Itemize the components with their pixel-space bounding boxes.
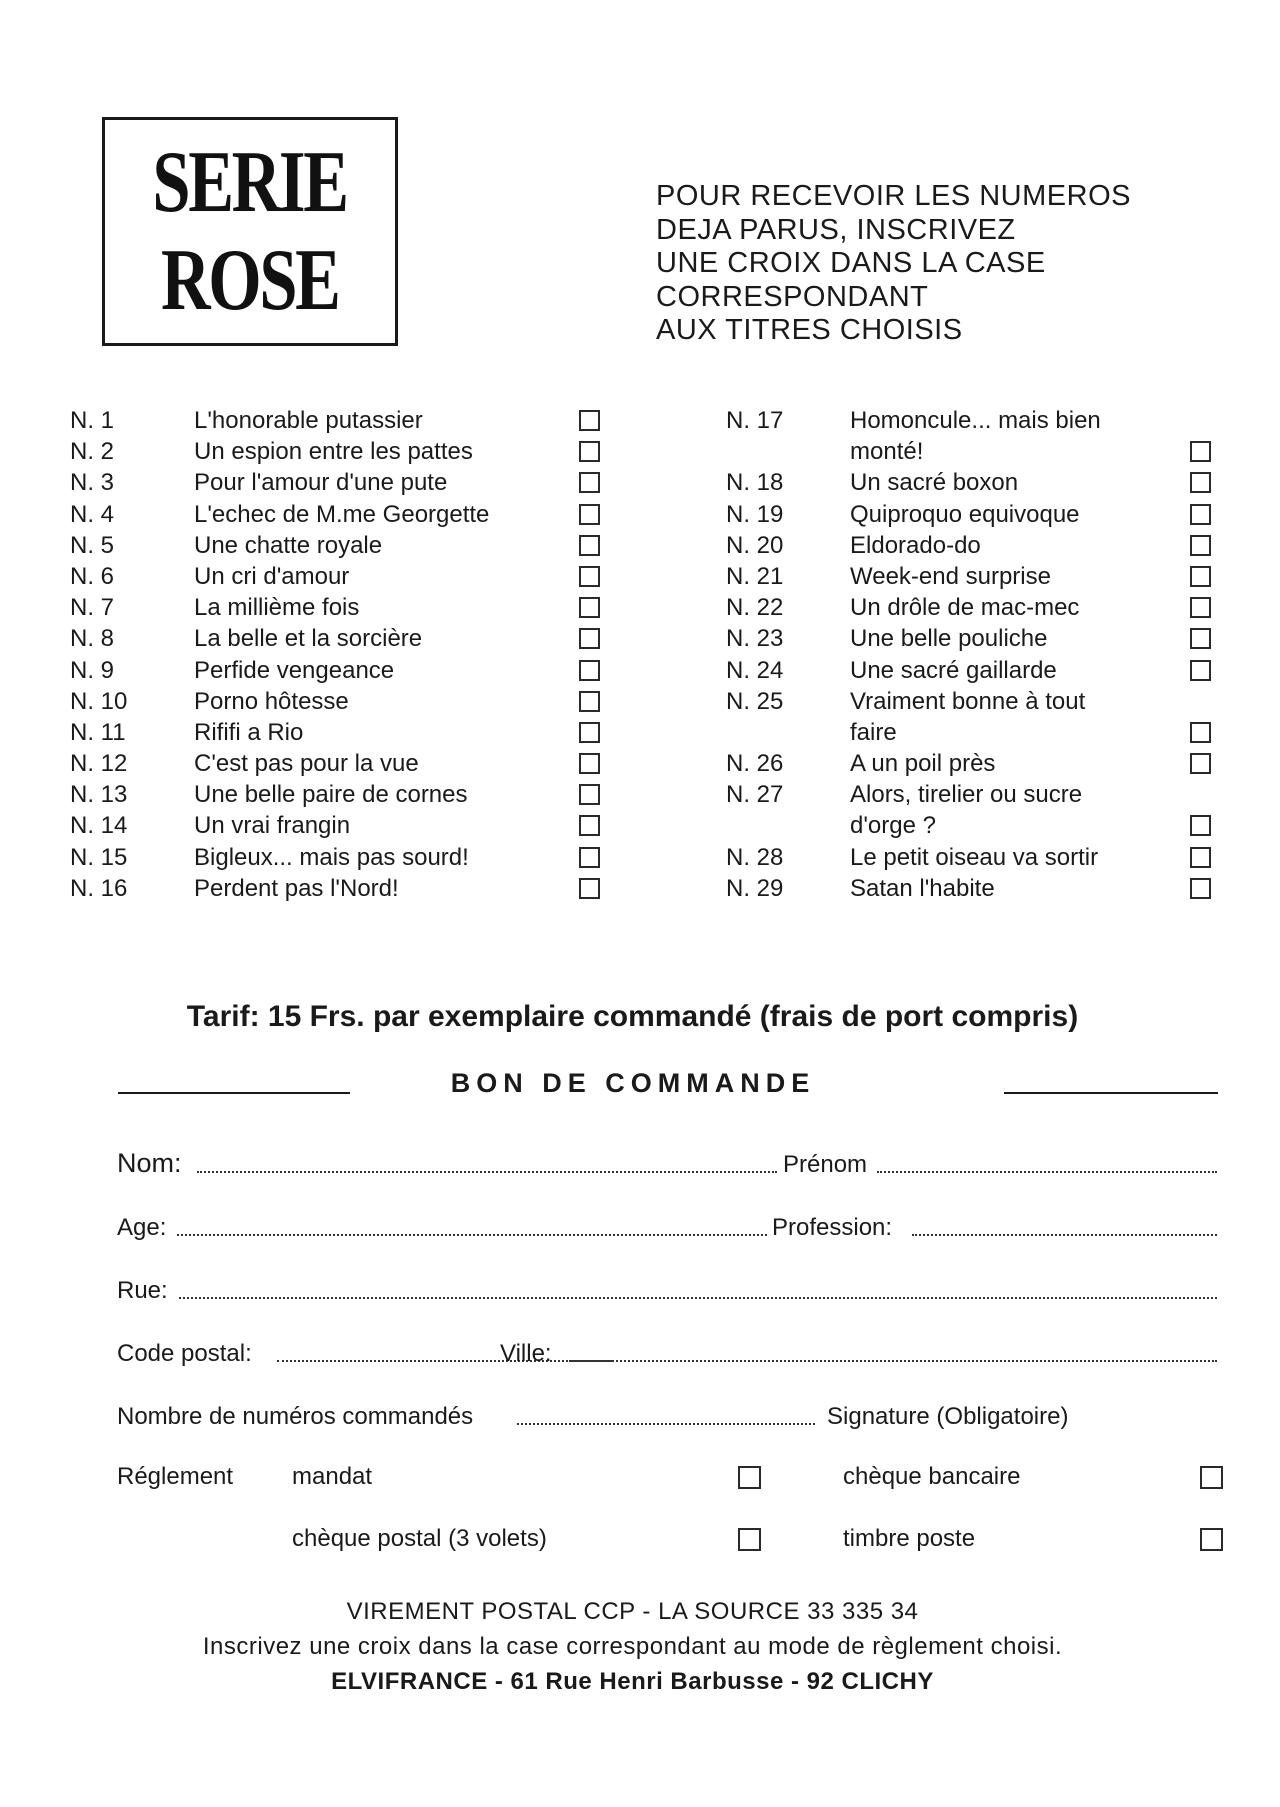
issue-checkbox[interactable] — [579, 535, 600, 556]
issue-number: N. 28 — [726, 843, 784, 871]
footer-instructions: Inscrivez une croix dans la case correspondant au mode de règlement choisi. — [202, 1633, 1063, 1660]
issue-title: Pour l'amour d'une pute — [194, 469, 448, 497]
issue-title-continued: d'orge ? — [850, 812, 936, 840]
issue-checkbox[interactable] — [579, 410, 600, 431]
footer-address: ELVIFRANCE - 61 Rue Henri Barbusse - 92 CLICHY — [331, 1668, 934, 1695]
issue-title: Une chatte royale — [194, 531, 383, 559]
intro-line: CORRESPONDANT — [656, 280, 929, 313]
cheque-bancaire-label: chèque bancaire — [843, 1463, 1021, 1490]
intro-text — [656, 180, 1176, 348]
issue-checkbox[interactable] — [579, 628, 600, 649]
profession-label: Profession: — [772, 1214, 893, 1241]
issue-checkbox[interactable] — [1190, 597, 1211, 618]
code-postal-label: Code postal: — [117, 1340, 252, 1367]
cheque-bancaire-checkbox[interactable] — [1200, 1466, 1223, 1489]
nombre-field[interactable] — [517, 1423, 815, 1425]
intro-line: POUR RECEVOIR LES NUMEROS — [656, 180, 1131, 212]
form-row-nom — [117, 1143, 1217, 1183]
issue-title: Porno hôtesse — [194, 687, 349, 715]
logo-line-1: SERIE — [152, 133, 348, 231]
issue-checkbox[interactable] — [579, 504, 600, 525]
issue-checkbox[interactable] — [579, 691, 600, 712]
issue-number: N. 4 — [70, 500, 115, 528]
issue-checkbox[interactable] — [1190, 535, 1211, 556]
issue-title: Week-end surprise — [850, 562, 1051, 590]
issue-number: N. 26 — [726, 750, 784, 778]
issue-checkbox[interactable] — [1190, 504, 1211, 525]
intro-line: UNE CROIX DANS LA CASE — [656, 247, 1046, 279]
issue-number: N. 5 — [70, 531, 115, 559]
issue-number: N. 11 — [70, 718, 126, 746]
form-row-age — [117, 1206, 1217, 1246]
issue-checkbox[interactable] — [579, 878, 600, 899]
issue-title-continued: monté! — [850, 438, 924, 466]
issue-checkbox[interactable] — [579, 660, 600, 681]
issue-number: N. 8 — [70, 625, 115, 653]
prenom-label: Prénom — [783, 1151, 868, 1178]
issue-number: N. 1 — [70, 407, 115, 434]
issue-checkbox[interactable] — [579, 722, 600, 743]
cheque-postal-checkbox[interactable] — [738, 1528, 761, 1551]
issue-number: N. 23 — [726, 625, 784, 653]
logo-line-2: ROSE — [161, 231, 339, 329]
issue-number: N. 15 — [70, 843, 128, 871]
issue-title: Eldorado-do — [850, 531, 981, 559]
rue-field[interactable] — [179, 1297, 1217, 1299]
issue-checkbox[interactable] — [579, 847, 600, 868]
divider-right — [1004, 1092, 1218, 1094]
serie-rose-logo — [102, 117, 398, 346]
issue-checkbox[interactable] — [579, 597, 600, 618]
issue-number: N. 12 — [70, 750, 128, 778]
issue-title: La millième fois — [194, 594, 360, 622]
timbre-poste-checkbox[interactable] — [1200, 1528, 1223, 1551]
issue-title: Quiproquo equivoque — [850, 500, 1080, 528]
issue-title: La belle et la sorcière — [194, 625, 423, 653]
issue-title: L'honorable putassier — [194, 407, 423, 434]
bon-de-commande-title: BON DE COMMANDE — [450, 1068, 816, 1098]
issue-number: N. 9 — [70, 656, 115, 684]
issue-number: N. 6 — [70, 562, 115, 590]
issue-title: Une belle paire de cornes — [194, 781, 468, 809]
ville-field[interactable] — [569, 1360, 1217, 1362]
issue-title: Vraiment bonne à tout — [850, 687, 1086, 715]
issue-title: Rififi a Rio — [194, 718, 304, 746]
issue-checkbox[interactable] — [1190, 815, 1211, 836]
issue-number: N. 29 — [726, 874, 784, 902]
issue-checkbox[interactable] — [579, 784, 600, 805]
issue-title: Un espion entre les pattes — [194, 438, 473, 466]
issue-number: N. 13 — [70, 781, 128, 809]
issue-checkbox[interactable] — [579, 815, 600, 836]
issue-title: Satan l'habite — [850, 874, 995, 902]
form-row-nombre — [117, 1395, 1217, 1435]
age-label: Age: — [117, 1214, 167, 1241]
issue-number: N. 16 — [70, 874, 128, 902]
issue-checkbox[interactable] — [579, 566, 600, 587]
prenom-field[interactable] — [877, 1171, 1217, 1173]
issue-checkbox[interactable] — [1190, 566, 1211, 587]
intro-line: AUX TITRES CHOISIS — [656, 314, 963, 346]
signature-label: Signature (Obligatoire) — [827, 1403, 1069, 1430]
issue-number: N. 7 — [70, 594, 115, 622]
issue-number: N. 27 — [726, 781, 784, 809]
issue-title: Homoncule... mais bien — [850, 407, 1101, 434]
issue-number: N. 10 — [70, 687, 128, 715]
issue-title: Un drôle de mac-mec — [850, 594, 1080, 622]
issue-number: N. 18 — [726, 469, 784, 497]
issue-title: Une belle pouliche — [850, 625, 1048, 653]
issue-number: N. 2 — [70, 438, 115, 466]
form-row-code-postal — [117, 1332, 1217, 1372]
intro-line: DEJA PARUS, INSCRIVEZ — [656, 213, 1016, 246]
timbre-poste-label: timbre poste — [843, 1525, 976, 1552]
issue-checkbox[interactable] — [579, 472, 600, 493]
nom-label: Nom: — [117, 1148, 182, 1178]
issue-title: Un vrai frangin — [194, 812, 351, 840]
mandat-checkbox[interactable] — [738, 1466, 761, 1489]
bon-de-commande-header — [118, 1068, 1218, 1108]
issue-checkbox[interactable] — [579, 753, 600, 774]
issue-number: N. 20 — [726, 531, 784, 559]
code-postal-field[interactable] — [277, 1360, 612, 1362]
footer-virement: VIREMENT POSTAL CCP - LA SOURCE 33 335 34 — [346, 1598, 919, 1625]
issue-checkbox[interactable] — [1190, 628, 1211, 649]
issue-title: Le petit oiseau va sortir — [850, 843, 1099, 871]
issue-title: Un sacré boxon — [850, 469, 1019, 497]
age-field[interactable] — [177, 1234, 767, 1236]
issue-title: Une sacré gaillarde — [850, 656, 1057, 684]
issue-number: N. 22 — [726, 594, 784, 622]
issue-checkbox[interactable] — [1190, 847, 1211, 868]
issue-title: Bigleux... mais pas sourd! — [194, 843, 469, 871]
issue-title-continued: faire — [850, 718, 897, 746]
issue-title: Alors, tirelier ou sucre — [850, 781, 1083, 809]
issue-number: N. 3 — [70, 469, 115, 497]
issue-number: N. 17 — [726, 407, 784, 434]
issue-title: C'est pas pour la vue — [194, 750, 419, 778]
issue-title: L'echec de M.me Georgette — [194, 500, 490, 528]
rue-label: Rue: — [117, 1277, 168, 1304]
reglement-label: Réglement — [117, 1463, 234, 1490]
nom-field[interactable] — [197, 1171, 777, 1173]
ville-label: Ville: — [500, 1340, 552, 1367]
issue-checkbox[interactable] — [579, 441, 600, 462]
issue-title: Un cri d'amour — [194, 562, 350, 590]
tarif-text: Tarif: 15 Frs. par exemplaire commandé (frais de port compris) — [186, 1000, 1079, 1033]
profession-field[interactable] — [912, 1234, 1217, 1236]
form-row-rue — [117, 1269, 1217, 1309]
nombre-label: Nombre de numéros commandés — [117, 1403, 474, 1430]
issue-number: N. 21 — [726, 562, 784, 590]
issue-number: N. 19 — [726, 500, 784, 528]
issue-checkbox[interactable] — [1190, 472, 1211, 493]
issue-number: N. 14 — [70, 812, 128, 840]
issue-title: Perdent pas l'Nord! — [194, 874, 399, 902]
issue-checkbox[interactable] — [1190, 441, 1211, 462]
issue-checkbox[interactable] — [1190, 753, 1211, 774]
cheque-postal-label: chèque postal (3 volets) — [292, 1525, 547, 1552]
issue-title: Perfide vengeance — [194, 656, 395, 684]
issue-checkbox[interactable] — [1190, 660, 1211, 681]
issue-title: A un poil près — [850, 750, 996, 778]
issue-number: N. 25 — [726, 687, 784, 715]
issue-checkbox[interactable] — [1190, 878, 1211, 899]
issue-number: N. 24 — [726, 656, 784, 684]
issue-checkbox[interactable] — [1190, 722, 1211, 743]
mandat-label: mandat — [292, 1463, 373, 1490]
